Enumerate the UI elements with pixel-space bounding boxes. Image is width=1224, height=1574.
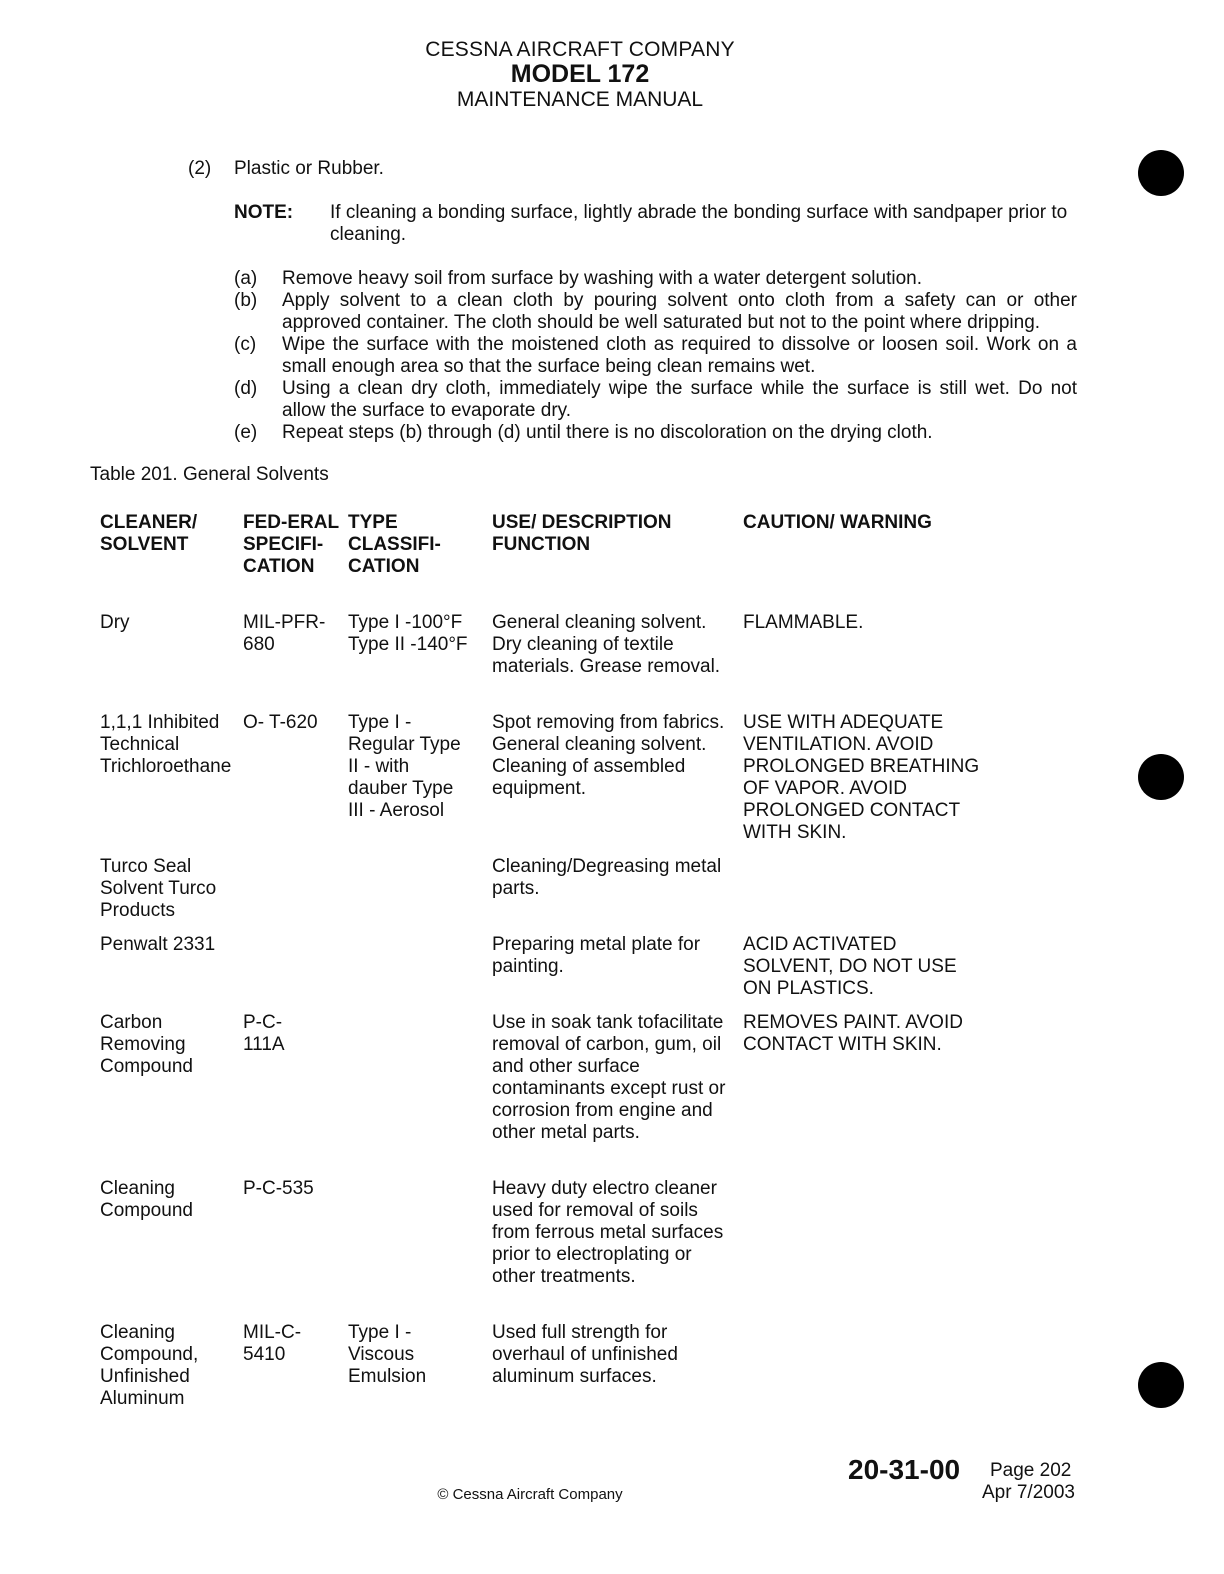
table-cell-caution: USE WITH ADEQUATE VENTILATION. AVOID PROLONGED BREATHING OF VAPOR. AVOID PROLONGED CONTACT WITH SKIN. [743,712,980,843]
note-text: If cleaning a bonding surface, lightly abrade the bonding surface with sandpaper prior to cleaning. [330,202,1068,245]
table-cell-use: Used full strength for overhaul of unfinished aluminum surfaces. [492,1322,678,1387]
table-cell-type: Type I -100°F Type II -140°F [348,612,468,655]
copyright: © Cessna Aircraft Company [437,1486,623,1503]
table-caption: Table 201. General Solvents [90,464,329,485]
table-cell-fed: P-C-111A [243,1012,285,1055]
table-cell-use: Preparing metal plate for painting. [492,934,701,977]
table-cell-cleaner: Penwalt 2331 [100,934,216,955]
step-text: Repeat steps (b) through (d) until there is no discoloration on the drying cloth. [282,422,933,443]
table-cell-type: Type I - Viscous Emulsion [348,1322,427,1387]
binder-hole [1138,150,1184,196]
section-title: Plastic or Rubber. [234,158,384,179]
binder-hole [1138,754,1184,800]
table-cell-use: Heavy duty electro cleaner used for removal of soils from ferrous metal surfaces prior to electroplating or other treatments. [492,1178,724,1287]
step-text: Remove heavy soil from surface by washing with a water detergent solution. [282,268,922,289]
table-cell-fed: P-C-535 [243,1178,314,1199]
table-cell-cleaner: Carbon Removing Compound [100,1012,193,1077]
table-cell-fed: O- T-620 [243,712,318,733]
table-cell-use: General cleaning solvent. Dry cleaning of textile materials. Grease removal. [492,612,721,677]
step-label: (d) [234,378,258,399]
table-cell-fed: MIL-PFR-680 [243,612,326,655]
table-cell-use: Cleaning/Degreasing metal parts. [492,856,722,899]
column-header-cleaner: CLEANER/ SOLVENT [100,512,198,555]
step-label: (c) [234,334,257,355]
step-text: Wipe the surface with the moistened cloth as required to dissolve or loosen soil. Work on a small enough area so that the surface being clean remains wet. [282,334,1077,377]
company-name: CESSNA AIRCRAFT COMPANY [425,38,735,61]
table-cell-cleaner: Cleaning Compound [100,1178,193,1221]
column-header-caution: CAUTION/ WARNING [743,512,932,533]
chapter-code: 20-31-00 [848,1454,961,1485]
table-cell-cleaner: Cleaning Compound, Unfinished Aluminum [100,1322,199,1409]
step-label: (e) [234,422,258,443]
step-label: (b) [234,290,258,311]
table-cell-type: Type I - Regular Type II - with dauber Type III - Aerosol [348,712,461,821]
table-cell-caution: REMOVES PAINT. AVOID CONTACT WITH SKIN. [743,1012,963,1055]
table-cell-cleaner: Turco Seal Solvent Turco Products [100,856,217,921]
note-label: NOTE: [234,202,294,223]
table-cell-fed: MIL-C-5410 [243,1322,302,1365]
page-number: Page 202 [990,1460,1072,1481]
revision-date: Apr 7/2003 [982,1482,1075,1503]
column-header-type: TYPE CLASSIFI-CATION [348,512,441,577]
model-title: MODEL 172 [510,60,650,88]
manual-title: MAINTENANCE MANUAL [456,88,704,111]
table-cell-use: Use in soak tank tofacilitate removal of carbon, gum, oil and other surface contaminants except rust or corrosion from engine and other metal parts. [492,1012,726,1143]
table-cell-caution: FLAMMABLE. [743,612,864,633]
binder-hole [1138,1362,1184,1408]
table-cell-caution: ACID ACTIVATED SOLVENT, DO NOT USE ON PLASTICS. [743,934,957,999]
section-number: (2) [188,158,212,179]
table-cell-cleaner: 1,1,1 Inhibited Technical Trichloroethane [100,712,232,777]
column-header-federal-spec: FED-ERAL SPECIFI-CATION [243,512,339,577]
step-text: Using a clean dry cloth, immediately wipe the surface while the surface is still wet. Do not allow the surface to evaporate dry. [282,378,1077,421]
column-header-use: USE/ DESCRIPTION FUNCTION [492,512,672,555]
step-label: (a) [234,268,258,289]
table-cell-cleaner: Dry [100,612,130,633]
table-cell-use: Spot removing from fabrics. General cleaning solvent. Cleaning of assembled equipment. [492,712,725,799]
step-text: Apply solvent to a clean cloth by pouring solvent onto cloth from a safety can or other approved container. The cloth should be well saturated but not to the point where dripping. [282,290,1077,333]
